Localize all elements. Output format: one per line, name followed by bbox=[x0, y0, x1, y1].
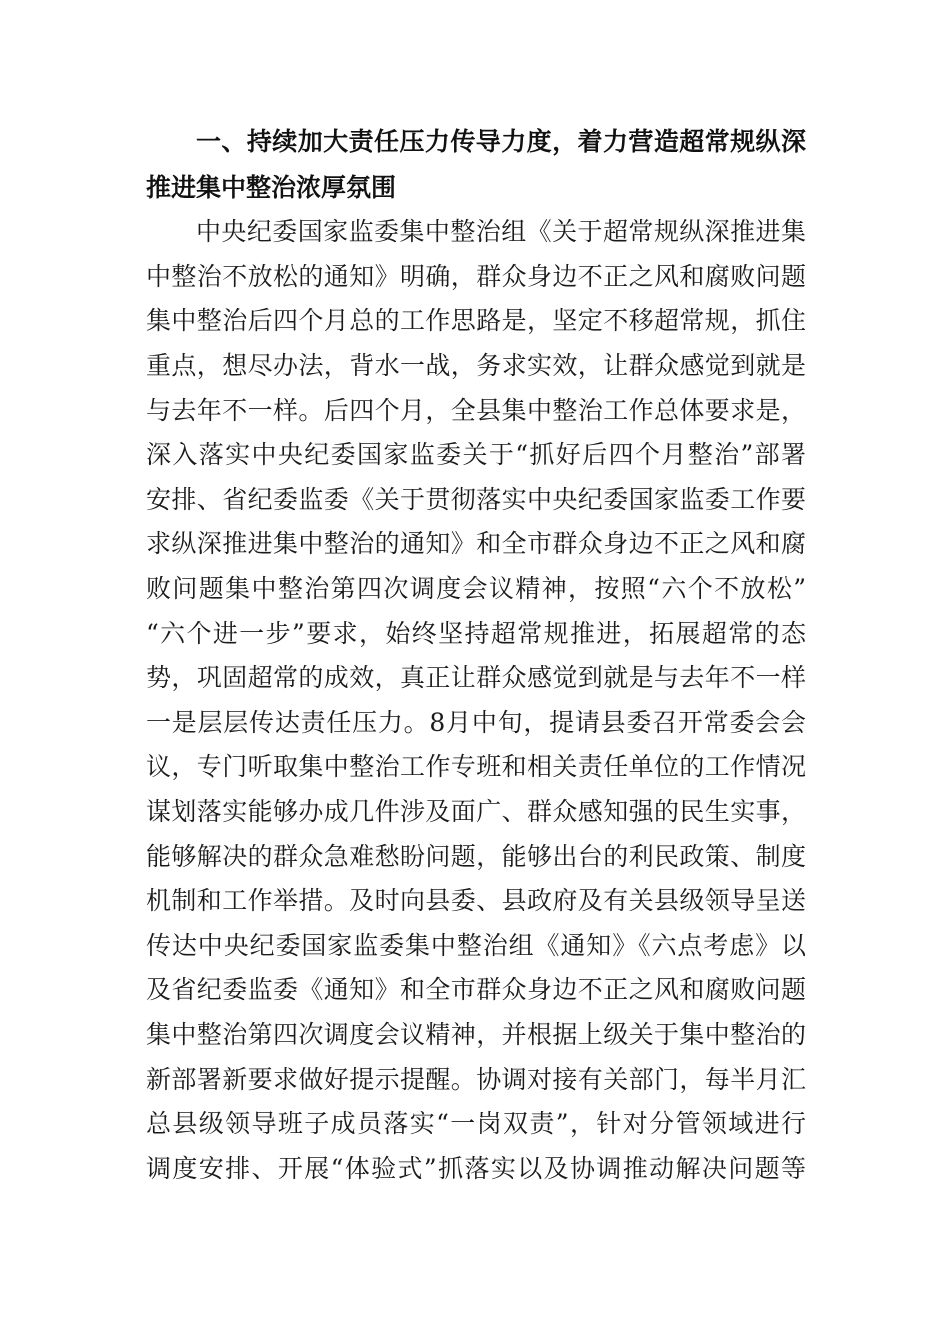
body-line: “六个进一步”要求，始终坚持超常规推进，拓展超常的态 bbox=[146, 619, 806, 648]
body-line: 调度安排、开展“体验式”抓落实以及协调推动解决问题等 bbox=[146, 1154, 806, 1183]
body-line: 传达中央纪委国家监委集中整治组《通知》《六点考虑》以 bbox=[146, 931, 806, 960]
body-line: 集中整治后四个月总的工作思路是，坚定不移超常规，抓住 bbox=[146, 306, 806, 335]
section-heading-line-2: 推进集中整治浓厚氛围 bbox=[146, 173, 397, 202]
body-line: 求纵深推进集中整治的通知》和全市群众身边不正之风和腐 bbox=[146, 529, 806, 558]
body-line: 安排、省纪委监委《关于贯彻落实中央纪委国家监委工作要 bbox=[146, 485, 806, 514]
body-line: 势，巩固超常的成效，真正让群众感觉到就是与去年不一样 bbox=[146, 663, 806, 692]
body-line: 中央纪委国家监委集中整治组《关于超常规纵深推进集 bbox=[196, 217, 806, 246]
body-line: 能够解决的群众急难愁盼问题，能够出台的利民政策、制度 bbox=[146, 842, 806, 871]
body-line: 谋划落实能够办成几件涉及面广、群众感知强的民生实事， bbox=[146, 797, 806, 826]
body-line: 与去年不一样。后四个月，全县集中整治工作总体要求是， bbox=[146, 396, 806, 425]
body-line: 新部署新要求做好提示提醒。协调对接有关部门，每半月汇 bbox=[146, 1065, 806, 1094]
body-line: 总县级领导班子成员落实“一岗双责”，针对分管领域进行 bbox=[146, 1109, 806, 1138]
body-line: 败问题集中整治第四次调度会议精神，按照“六个不放松” bbox=[146, 574, 806, 603]
body-line: 一是层层传达责任压力。8月中旬，提请县委召开常委会会 bbox=[146, 708, 806, 737]
body-line: 议，专门听取集中整治工作专班和相关责任单位的工作情况 bbox=[146, 752, 806, 781]
body-line: 深入落实中央纪委国家监委关于“抓好后四个月整治”部署 bbox=[146, 440, 806, 469]
body-line: 及省纪委监委《通知》和全市群众身边不正之风和腐败问题 bbox=[146, 975, 806, 1004]
section-heading-line-1: 一、持续加大责任压力传导力度，着力营造超常规纵深 bbox=[196, 127, 806, 156]
body-line: 中整治不放松的通知》明确，群众身边不正之风和腐败问题 bbox=[146, 262, 806, 291]
body-line: 重点，想尽办法，背水一战，务求实效，让群众感觉到就是 bbox=[146, 351, 806, 380]
body-line: 集中整治第四次调度会议精神，并根据上级关于集中整治的 bbox=[146, 1020, 806, 1049]
body-line: 机制和工作举措。及时向县委、县政府及有关县级领导呈送 bbox=[146, 886, 806, 915]
